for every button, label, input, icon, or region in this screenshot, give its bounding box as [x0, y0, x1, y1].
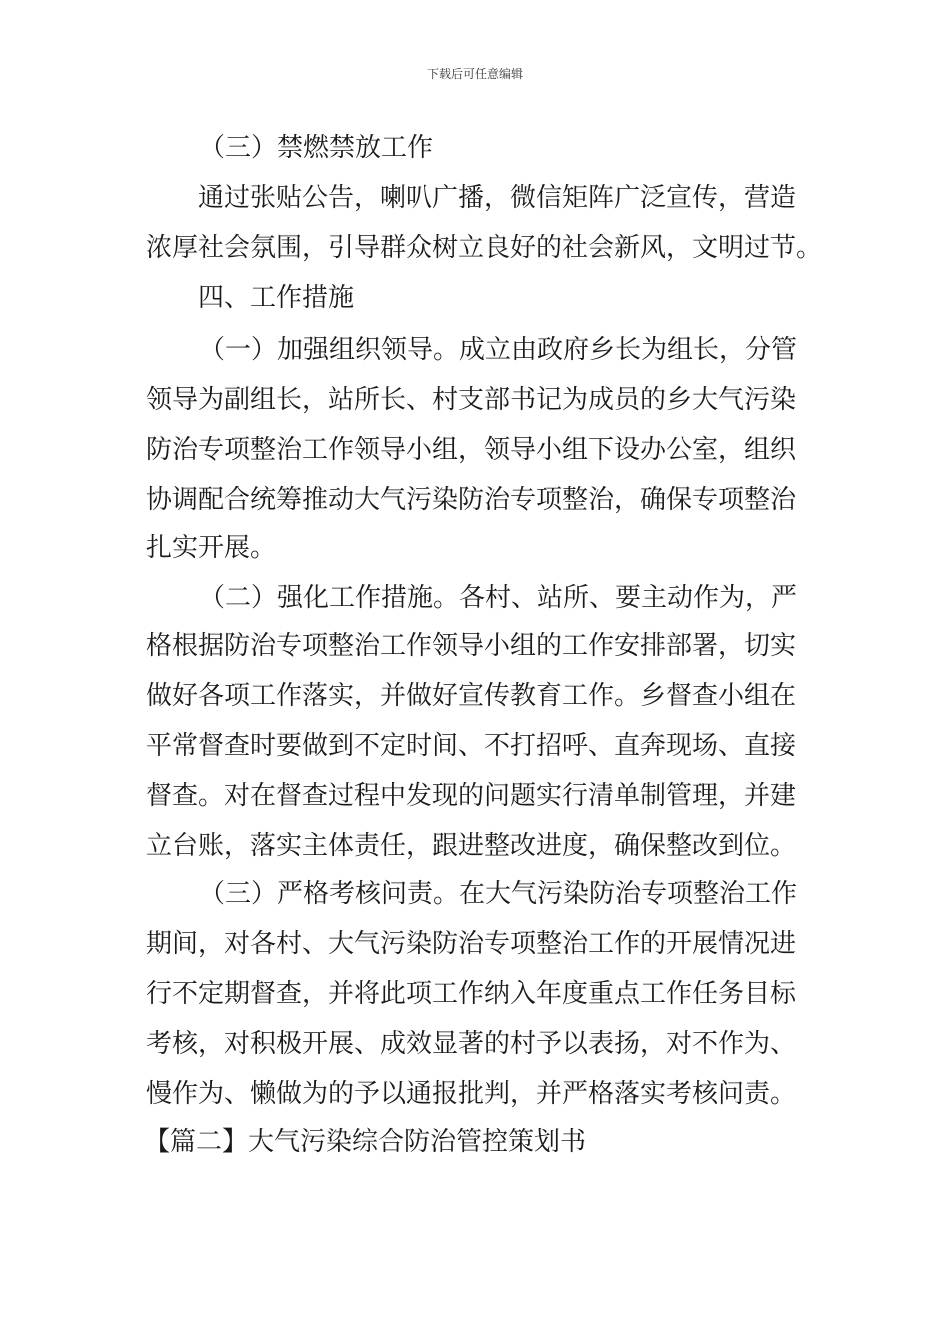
paragraph-line: 浓厚社会氛围，引导群众树立良好的社会新风，文明过节。	[146, 233, 823, 263]
paragraph-line: 通过张贴公告，喇叭广播，微信矩阵广泛宣传，营造	[198, 183, 797, 213]
paragraph-line: 考核，对积极开展、成效显著的村予以表扬，对不作为、	[146, 1029, 797, 1059]
paragraph-line: 行不定期督查，并将此项工作纳入年度重点工作任务目标	[146, 979, 797, 1009]
paragraph-line: （一）加强组织领导。成立由政府乡长为组长，分管	[199, 335, 798, 365]
paragraph-line: 平常督查时要做到不定时间、不打招呼、直奔现场、直接	[146, 731, 797, 761]
paragraph-line: 协调配合统筹推动大气污染防治专项整治，确保专项整治	[146, 485, 797, 515]
paragraph-line: 扎实开展。	[146, 533, 277, 563]
paragraph-line: 做好各项工作落实，并做好宣传教育工作。乡督查小组在	[146, 681, 797, 711]
section-heading: 四、工作措施	[198, 283, 355, 313]
paragraph-line: 领导为副组长，站所长、村支部书记为成员的乡大气污染	[146, 385, 797, 415]
paragraph-line: 督查。对在督查过程中发现的问题实行清单制管理，并建	[146, 781, 797, 811]
paragraph-line: （三）严格考核问责。在大气污染防治专项整治工作	[199, 879, 798, 909]
paragraph-line: 格根据防治专项整治工作领导小组的工作安排部署，切实	[146, 631, 797, 661]
paragraph-line: （二）强化工作措施。各村、站所、要主动作为，严	[199, 583, 798, 613]
paragraph-line: 慢作为、懒做为的予以通报批判，并严格落实考核问责。	[146, 1079, 797, 1109]
chapter-heading: 【篇二】大气污染综合防治管控策划书	[144, 1127, 587, 1157]
paragraph-line: 立台账，落实主体责任，跟进整改进度，确保整改到位。	[146, 831, 797, 861]
paragraph-line: 期间，对各村、大气污染防治专项整治工作的开展情况进	[146, 929, 797, 959]
subsection-heading: （三）禁燃禁放工作	[199, 133, 434, 163]
page-header: 下载后可任意编辑	[426, 67, 523, 81]
paragraph-line: 防治专项整治工作领导小组，领导小组下设办公室，组织	[146, 435, 797, 465]
